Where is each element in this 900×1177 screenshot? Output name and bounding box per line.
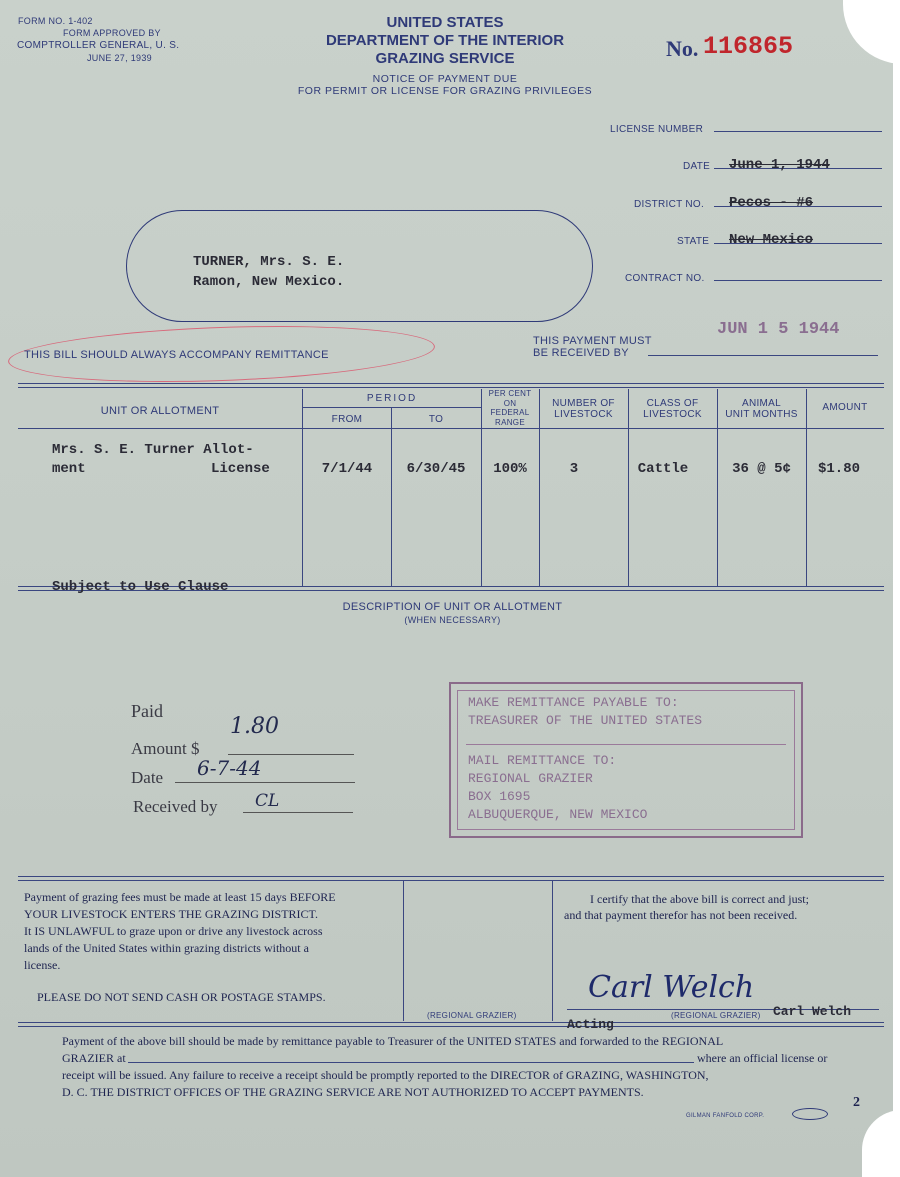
header-notice-sub: FOR PERMIT OR LICENSE FOR GRAZING PRIVILEGES [297, 85, 593, 97]
remit-line2: TREASURER OF THE UNITED STATES [468, 713, 703, 728]
table-header-rule [18, 428, 884, 429]
header-from: FROM [331, 414, 363, 425]
header-class: CLASS OF LIVESTOCK [643, 398, 702, 420]
bill-number: 116865 [703, 32, 794, 61]
date-label: DATE [683, 161, 711, 172]
form-comptroller: COMPTROLLER GENERAL, U. S. [17, 40, 180, 51]
footer-top-rule [18, 876, 884, 877]
contract-line [714, 280, 882, 281]
no-cash-notice: PLEASE DO NOT SEND CASH OR POSTAGE STAMPS. [37, 990, 326, 1004]
form-number: FORM NO. 1-402 [18, 16, 93, 26]
regional-grazier-mid: (REGIONAL GRAZIER) [427, 1011, 517, 1020]
row-number: 3 [569, 461, 579, 477]
certify-line2: and that payment therefor has not been received. [564, 908, 798, 922]
signature: Carl Welch [588, 970, 755, 1005]
typed-name: Carl Welch [773, 1004, 852, 1019]
row-unit-license: License [211, 461, 270, 477]
row-unit-line1: Mrs. S. E. Turner Allot- [52, 442, 254, 458]
header-percent: PER CENT ON FEDERAL RANGE [488, 389, 532, 427]
received-stamp-line [243, 812, 353, 813]
use-clause: Subject to Use Clause [52, 579, 229, 595]
amount-label: Amount $ [131, 739, 200, 758]
row-unit-line2: ment [52, 461, 86, 477]
payment-must-label: THIS PAYMENT MUST [533, 335, 652, 347]
header-period: PERIOD [366, 393, 418, 404]
bottom-line2: where an official license or [697, 1051, 828, 1065]
district-value: Pecos - #6 [729, 195, 814, 211]
remit-line4: REGIONAL GRAZIER [468, 771, 593, 786]
header-aum: ANIMAL UNIT MONTHS [725, 398, 798, 420]
paper-notch-bottom [862, 1110, 893, 1177]
remit-line5: BOX 1695 [468, 789, 531, 804]
header-amount: AMOUNT [822, 402, 868, 413]
form-approval-date: JUNE 27, 1939 [87, 53, 152, 63]
header-department: DEPARTMENT OF THE INTERIOR [325, 32, 565, 49]
footer-top-rule-2 [18, 880, 884, 881]
address-city: Ramon, New Mexico. [193, 274, 345, 290]
acting-label: Acting [567, 1017, 614, 1032]
bottom-line1: Payment of the above bill should be made by remittance payable to Treasurer of the UNITED STATES and forwarded to the REGIONAL [62, 1034, 724, 1048]
form-approved-by: FORM APPROVED BY [63, 28, 161, 38]
footer-left-notice: Payment of grazing fees must be made at least 15 days BEFORE YOUR LIVESTOCK ENTERS THE GRAZING DISTRICT. It IS UNLAWFUL to graze upon or drive any livestock across lands of the United States within grazing districts without a license. [24, 890, 336, 972]
paper-notch-top [843, 0, 893, 64]
header-unit: UNIT OR ALLOTMENT [100, 405, 220, 417]
bill-note: THIS BILL SHOULD ALWAYS ACCOMPANY REMITTANCE [24, 349, 329, 361]
grazier-at-label: GRAZIER at [62, 1051, 126, 1065]
state-value: New Mexico [729, 232, 814, 248]
footer-divider-1 [403, 881, 404, 1021]
license-number-label: LICENSE NUMBER [610, 124, 704, 135]
bill-number-label: No. [666, 36, 699, 61]
page-number: 2 [853, 1095, 860, 1110]
table-top-rule [18, 383, 884, 384]
contract-label: CONTRACT NO. [625, 273, 705, 284]
license-number-line [714, 131, 882, 132]
remit-line6: ALBUQUERQUE, NEW MEXICO [468, 807, 648, 822]
paid-label: Paid [131, 701, 164, 721]
address-name: TURNER, Mrs. S. E. [193, 254, 345, 270]
received-stamp-label: Received by [133, 797, 218, 816]
date-handwritten: 6-7-44 [197, 756, 262, 780]
row-class: Cattle [637, 461, 689, 477]
col-divider-7 [806, 389, 807, 587]
footer-mid-rule-2 [18, 1026, 884, 1027]
printer-credit: GILMAN FANFOLD CORP. [686, 1113, 765, 1119]
date-stamp-line [175, 782, 355, 783]
certify-line1: I certify that the above bill is correct and just; [590, 892, 809, 906]
header-grazing-service: GRAZING SERVICE [375, 50, 515, 67]
row-amount: $1.80 [817, 461, 860, 477]
amount-handwritten: 1.80 [230, 714, 279, 739]
description-label: DESCRIPTION OF UNIT OR ALLOTMENT [342, 601, 563, 613]
date-value: June 1, 1944 [729, 157, 830, 173]
amount-line [228, 754, 354, 755]
footer-mid-rule [18, 1022, 884, 1023]
received-by-line [648, 355, 878, 356]
header-number: NUMBER OF LIVESTOCK [552, 398, 615, 420]
row-percent: 100% [493, 461, 527, 477]
header-to: TO [428, 414, 444, 425]
row-to: 6/30/45 [406, 461, 466, 477]
due-date-stamp: JUN 1 5 1944 [717, 320, 840, 339]
description-sub: (WHEN NECESSARY) [404, 615, 501, 625]
grazier-at-line [128, 1062, 694, 1063]
col-divider-2 [391, 408, 392, 587]
header-united-states: UNITED STATES [386, 14, 504, 31]
remit-line3: MAIL REMITTANCE TO: [468, 753, 617, 768]
row-aum: 36 @ 5¢ [732, 461, 791, 477]
period-rule [303, 407, 481, 408]
footer-divider-2 [552, 881, 553, 1021]
printer-logo-icon [792, 1108, 828, 1120]
table-top-rule-2 [18, 387, 884, 388]
bottom-line4: D. C. THE DISTRICT OFFICES OF THE GRAZING SERVICE ARE NOT AUTHORIZED TO ACCEPT PAYMENTS. [62, 1085, 644, 1099]
row-from: 7/1/44 [321, 461, 373, 477]
district-label: DISTRICT NO. [634, 199, 705, 210]
received-initials: CL [255, 791, 280, 811]
remit-line1: MAKE REMITTANCE PAYABLE TO: [468, 695, 679, 710]
remit-divider [466, 744, 786, 745]
date-stamp-label: Date [131, 768, 164, 787]
regional-grazier-right: (REGIONAL GRAZIER) [671, 1011, 761, 1020]
received-by-label: BE RECEIVED BY [533, 347, 629, 359]
header-notice: NOTICE OF PAYMENT DUE [372, 73, 518, 85]
bottom-line3: receipt will be issued. Any failure to receive a receipt should be promptly reported to the DIRECTOR of GRAZING, WASHINGTON, [62, 1068, 709, 1082]
state-label: STATE [677, 236, 710, 247]
